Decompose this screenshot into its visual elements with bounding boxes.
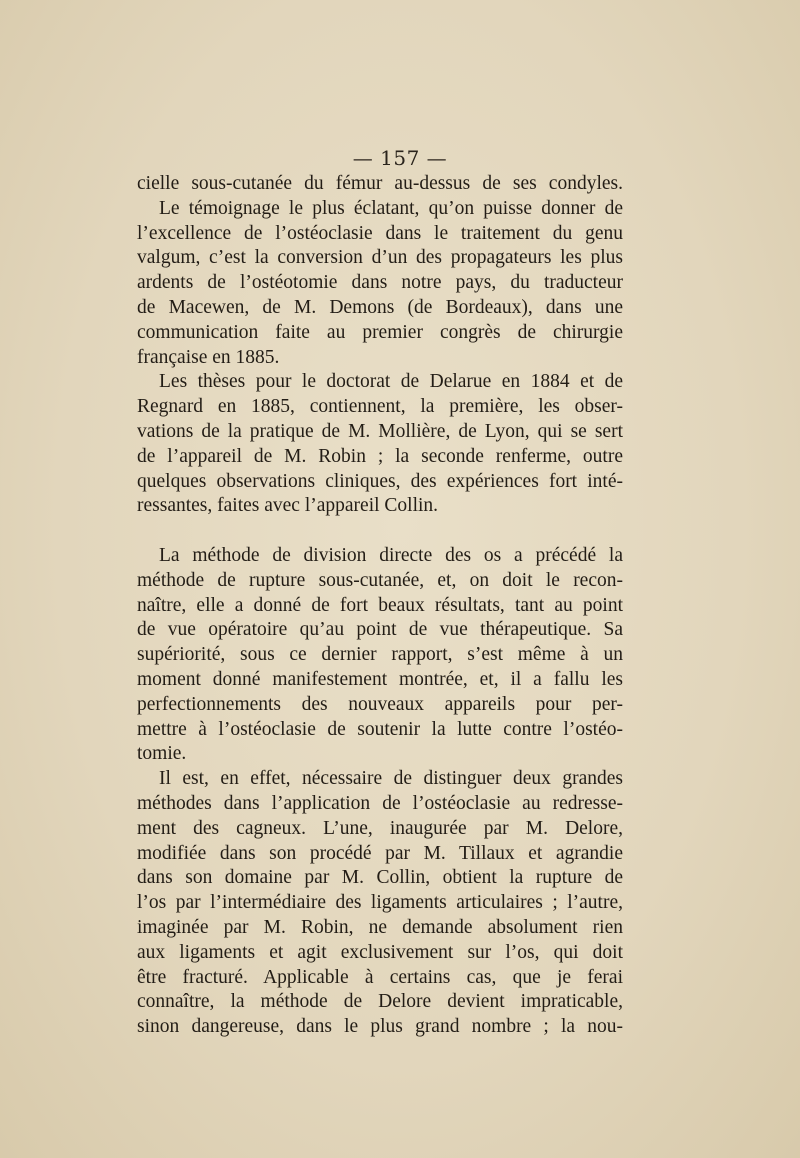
- text-line: valgum, c’est la conversion d’un des propagateurs les plus: [137, 247, 623, 269]
- text-line: naître, elle a donné de fort beaux résultats, tant au point: [137, 594, 623, 616]
- text-line: méthodes dans l’application de l’ostéoclasie au redresse-: [137, 792, 623, 814]
- text-line: méthode de rupture sous-cutanée, et, on doit le recon-: [137, 569, 623, 591]
- text-line: ressantes, faites avec l’appareil Collin.: [137, 495, 439, 517]
- text-line: La méthode de division directe des os a précédé la: [159, 544, 623, 566]
- text-line: être fracturé. Applicable à certains cas, que je ferai: [137, 966, 623, 988]
- text-line: imaginée par M. Robin, ne demande absolument rien: [137, 916, 623, 938]
- text-line: cielle sous-cutanée du fémur au-dessus de ses condyles.: [137, 173, 623, 194]
- text-line: l’excellence de l’ostéoclasie dans le traitement du genu: [137, 222, 623, 244]
- text-line: Regnard en 1885, contiennent, la première, les obser-: [137, 396, 623, 418]
- text-line: ardents de l’ostéotomie dans notre pays, du traducteur: [137, 272, 623, 294]
- text-line: supériorité, sous ce dernier rapport, s’est même à un: [137, 644, 623, 666]
- text-line: de l’appareil de M. Robin ; la seconde renferme, outre: [137, 445, 623, 467]
- text-line: aux ligaments et agit exclusivement sur l’os, qui doit: [137, 941, 623, 963]
- text-line: sinon dangereuse, dans le plus grand nombre ; la nou-: [137, 1016, 623, 1038]
- text-line: de vue opératoire qu’au point de vue thérapeutique. Sa: [137, 619, 623, 641]
- page-number: — 157 —: [352, 146, 448, 170]
- text-line: communication faite au premier congrès de chirurgie: [137, 321, 623, 343]
- text-line: vations de la pratique de M. Mollière, de Lyon, qui se sert: [137, 420, 623, 442]
- text-line: Il est, en effet, nécessaire de distinguer deux grandes: [159, 768, 623, 790]
- text-line: Le témoignage le plus éclatant, qu’on puisse donner de: [159, 197, 623, 219]
- text-line: connaître, la méthode de Delore devient impraticable,: [137, 991, 623, 1013]
- text-line: de Macewen, de M. Demons (de Bordeaux), dans une: [137, 296, 623, 318]
- text-line: Les thèses pour le doctorat de Delarue en 1884 et de: [159, 371, 623, 393]
- text-line: moment donné manifestement montrée, et, il a fallu les: [137, 668, 623, 690]
- text-line: mettre à l’ostéoclasie de soutenir la lutte contre l’ostéo-: [137, 718, 623, 740]
- text-line: l’os par l’intermédiaire des ligaments articulaires ; l’autre,: [137, 892, 623, 914]
- text-line: française en 1885.: [137, 346, 280, 368]
- text-line: dans son domaine par M. Collin, obtient la rupture de: [137, 867, 623, 889]
- paragraph-gap: [137, 519, 623, 544]
- text-line: ment des cagneux. L’une, inaugurée par M. Delore,: [137, 817, 623, 839]
- text-line: modifiée dans son procédé par M. Tillaux et agrandie: [137, 842, 623, 864]
- text-line: perfectionnements des nouveaux appareils pour per-: [137, 693, 623, 715]
- text-line: quelques observations cliniques, des expériences fort inté-: [137, 470, 623, 492]
- body-text: [137, 172, 623, 1040]
- text-line: tomie.: [137, 743, 187, 765]
